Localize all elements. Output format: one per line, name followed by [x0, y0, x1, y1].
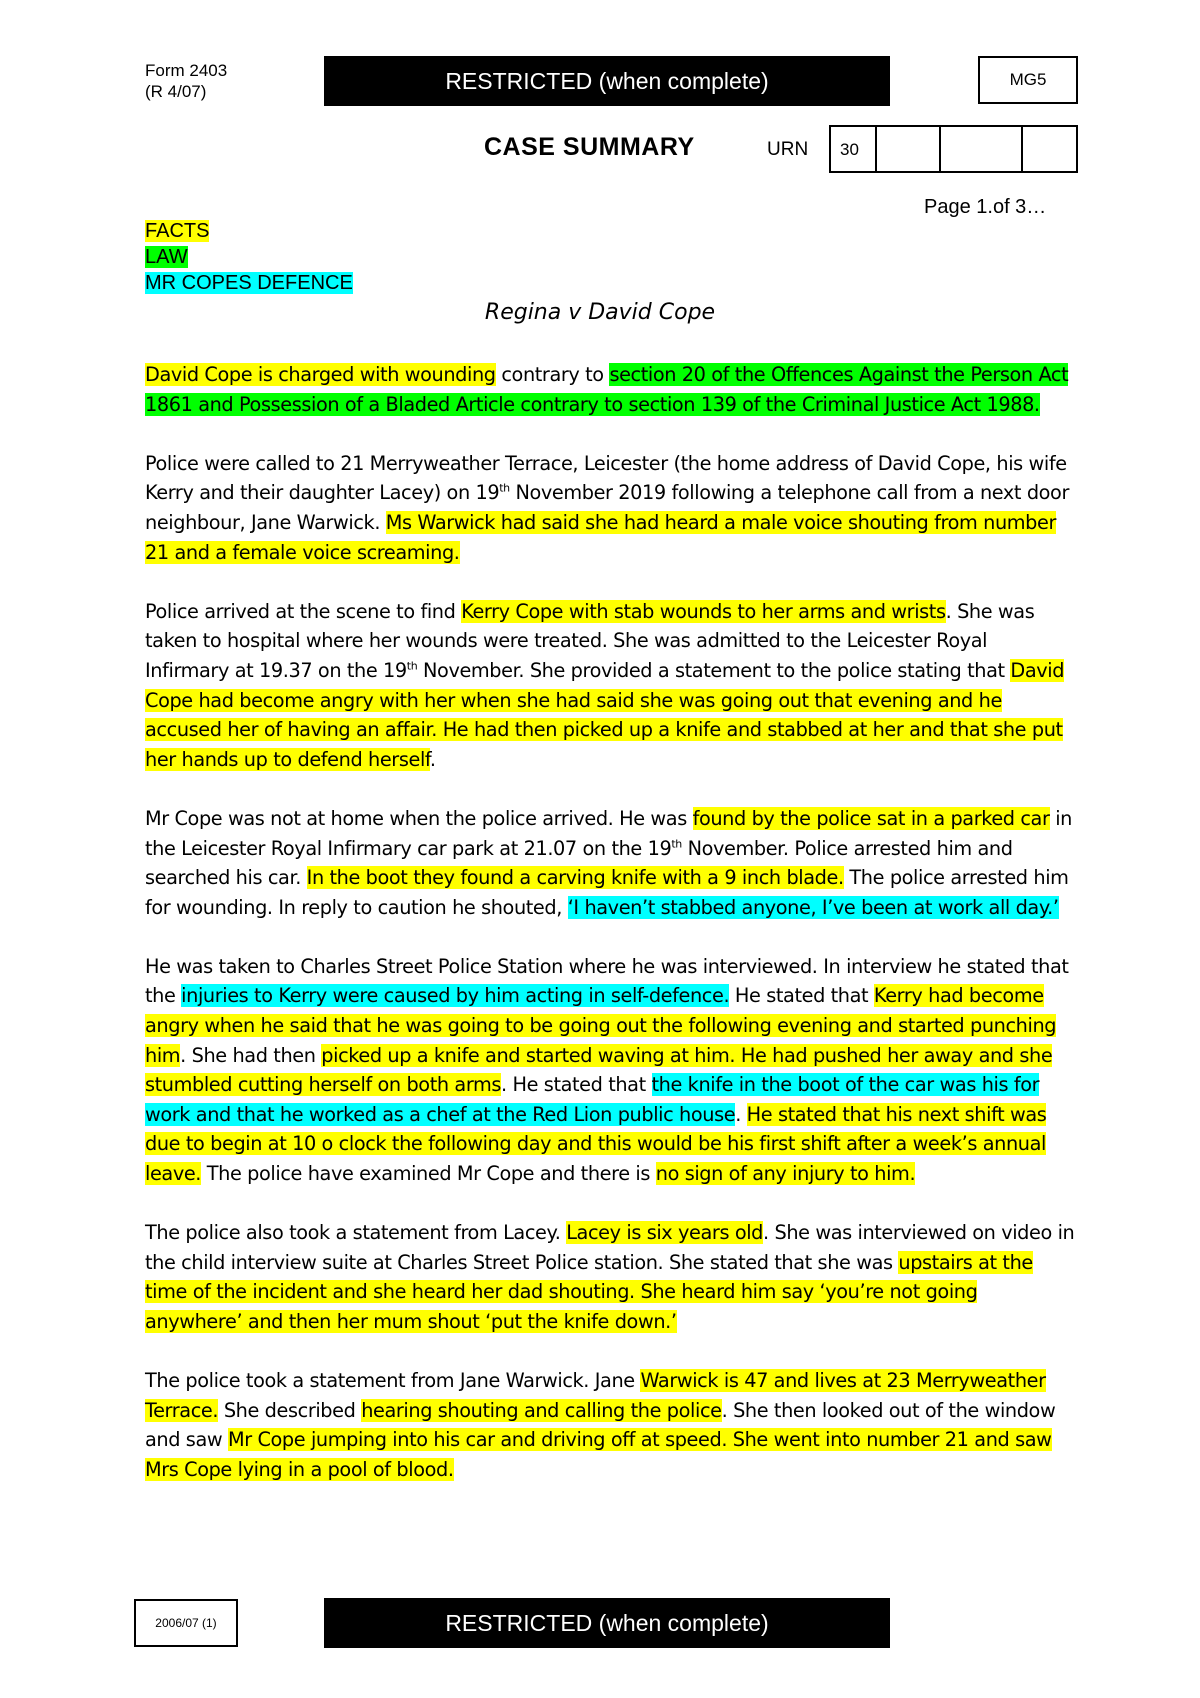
body-text: . She was taken to hospital where her wounds were treated. She was admitted to the Leicester Royal Infirmary at 19.37 on the 19 [145, 599, 1035, 682]
body-text: contrary to [495, 363, 610, 386]
highlighted-text: David Cope had become angry with her when she had said she was going out that evening and he accused her of having an affair. He had then picked up a knife and stabbed at her and that she put her hands up to defend herself [145, 658, 1065, 771]
case-body [145, 360, 1075, 1514]
body-text: November. She provided a statement to the police stating that [417, 658, 1011, 682]
highlighted-text: no sign of any injury to him. [655, 1162, 916, 1186]
body-text: . [735, 1102, 747, 1126]
body-text: The police took a statement from Jane Warwick. Jane [145, 1369, 641, 1393]
body-text: The police have examined Mr Cope and there is [201, 1162, 656, 1186]
body-text: . She was interviewed on video in the child interview suite at Charles Street Police station. She stated that she was [145, 1221, 1075, 1274]
footer-code: 2006/07 (1) [134, 1599, 238, 1647]
urn-cell [877, 127, 941, 171]
body-text: She described [218, 1398, 362, 1422]
ordinal-suffix: th [406, 659, 418, 673]
case-paragraph [145, 1218, 1075, 1336]
body-text: Police arrived at the scene to find [145, 599, 462, 623]
body-text: He stated that [729, 984, 874, 1008]
body-text: . She had then [180, 1043, 322, 1067]
highlighted-text: Mr Cope jumping into his car and driving off at speed. She went into number 21 and saw Mrs Cope lying in a pool of blood. [145, 1428, 1052, 1481]
case-paragraph [145, 360, 1075, 419]
highlighted-text: Warwick is 47 and lives at 23 Merryweather Terrace. [145, 1369, 1046, 1422]
mg-code-box: MG5 [978, 56, 1078, 104]
highlighted-text: hearing shouting and calling the police [361, 1398, 722, 1422]
restricted-banner-top: RESTRICTED (when complete) [324, 56, 890, 106]
case-paragraph [145, 449, 1075, 567]
case-paragraph [145, 952, 1075, 1189]
legend-law: LAW [145, 246, 188, 268]
urn-cell: 30 [831, 127, 877, 171]
urn-label: URN [767, 139, 809, 160]
highlight-legend [145, 218, 353, 296]
body-text: November 2019 following a telephone call from a next door neighbour, Jane Warwick. [145, 481, 1069, 534]
highlighted-text: In the boot they found a carving knife with a 9 inch blade. [306, 866, 844, 890]
body-text: The police also took a statement from Lacey. [145, 1221, 567, 1245]
highlighted-text: David Cope is charged with wounding [145, 363, 496, 386]
highlighted-text: ‘I haven’t stabbed anyone, I’ve been at work all day.’ [567, 895, 1059, 919]
page-title: CASE SUMMARY [484, 133, 695, 161]
body-text: Police were called to 21 Merryweather Terrace, Leicester (the home address of David Cope, his wife Kerry and their daughter Lacey) on 19 [145, 451, 1067, 505]
highlighted-text: the knife in the boot of the car was his for work and that he worked as a chef at the Red Lion public house [145, 1073, 1040, 1126]
case-name: Regina v David Cope [484, 300, 716, 325]
body-text: in the Leicester Royal Infirmary car park at 21.07 on the 19 [145, 806, 1073, 860]
body-text: Mr Cope was not at home when the police arrived. He was [145, 806, 693, 830]
form-number [145, 60, 227, 102]
body-text: He was taken to Charles Street Police Station where he was interviewed. In interview he stated that the [145, 954, 1069, 1008]
highlighted-text: Ms Warwick had said she had heard a male voice shouting from number 21 and a female voice screaming. [145, 510, 1056, 564]
form-number-line: Form 2403 [145, 61, 228, 80]
highlighted-text: picked up a knife and started waving at him. He had pushed her away and she stumbled cutting herself on both arms [145, 1043, 1053, 1097]
restricted-banner-bottom: RESTRICTED (when complete) [324, 1598, 890, 1648]
highlighted-text: section 20 of the Offences Against the Person Act 1861 and Possession of a Bladed Article contrary to section 139 of the Criminal Justice Act 1988. [145, 363, 1069, 416]
ordinal-suffix: th [671, 837, 682, 851]
legend-defence: MR COPES DEFENCE [145, 272, 353, 294]
highlighted-text: injuries to Kerry were caused by him acting in self-defence. [181, 984, 730, 1008]
body-text: . She then looked out of the window and saw [145, 1398, 1056, 1452]
case-paragraph [145, 597, 1075, 775]
case-paragraph [145, 1366, 1075, 1484]
page-number: Page 1.of 3… [924, 196, 1047, 218]
highlighted-text: found by the police sat in a parked car [692, 806, 1050, 830]
highlighted-text: upstairs at the time of the incident and she heard her dad shouting. She heard him say ‘you’re not going anywhere’ and then her mum shout ‘put the knife down.’ [145, 1250, 1033, 1333]
case-paragraph [145, 804, 1075, 922]
body-text: . [429, 747, 436, 771]
highlighted-text: Lacey is six years old [566, 1221, 764, 1245]
highlighted-text: Kerry Cope with stab wounds to her arms and wrists [461, 599, 946, 623]
legend-facts: FACTS [145, 220, 210, 242]
form-revision: (R 4/07) [145, 82, 207, 101]
highlighted-text: He stated that his next shift was due to begin at 10 o clock the following day and this would be his first shift after a week’s annual leave. [145, 1102, 1047, 1186]
urn-cell [1023, 127, 1076, 171]
body-text: November. Police arrested him and searched his car. [145, 836, 1013, 890]
urn-grid [829, 125, 1078, 173]
ordinal-suffix: th [499, 481, 510, 495]
body-text: The police arrested him for wounding. In reply to caution he shouted, [145, 866, 1069, 919]
body-text: . He stated that [501, 1073, 652, 1097]
urn-cell [941, 127, 1023, 171]
highlighted-text: Kerry had become angry when he said that he was going to be going out the following evening and started punching him [145, 984, 1057, 1067]
